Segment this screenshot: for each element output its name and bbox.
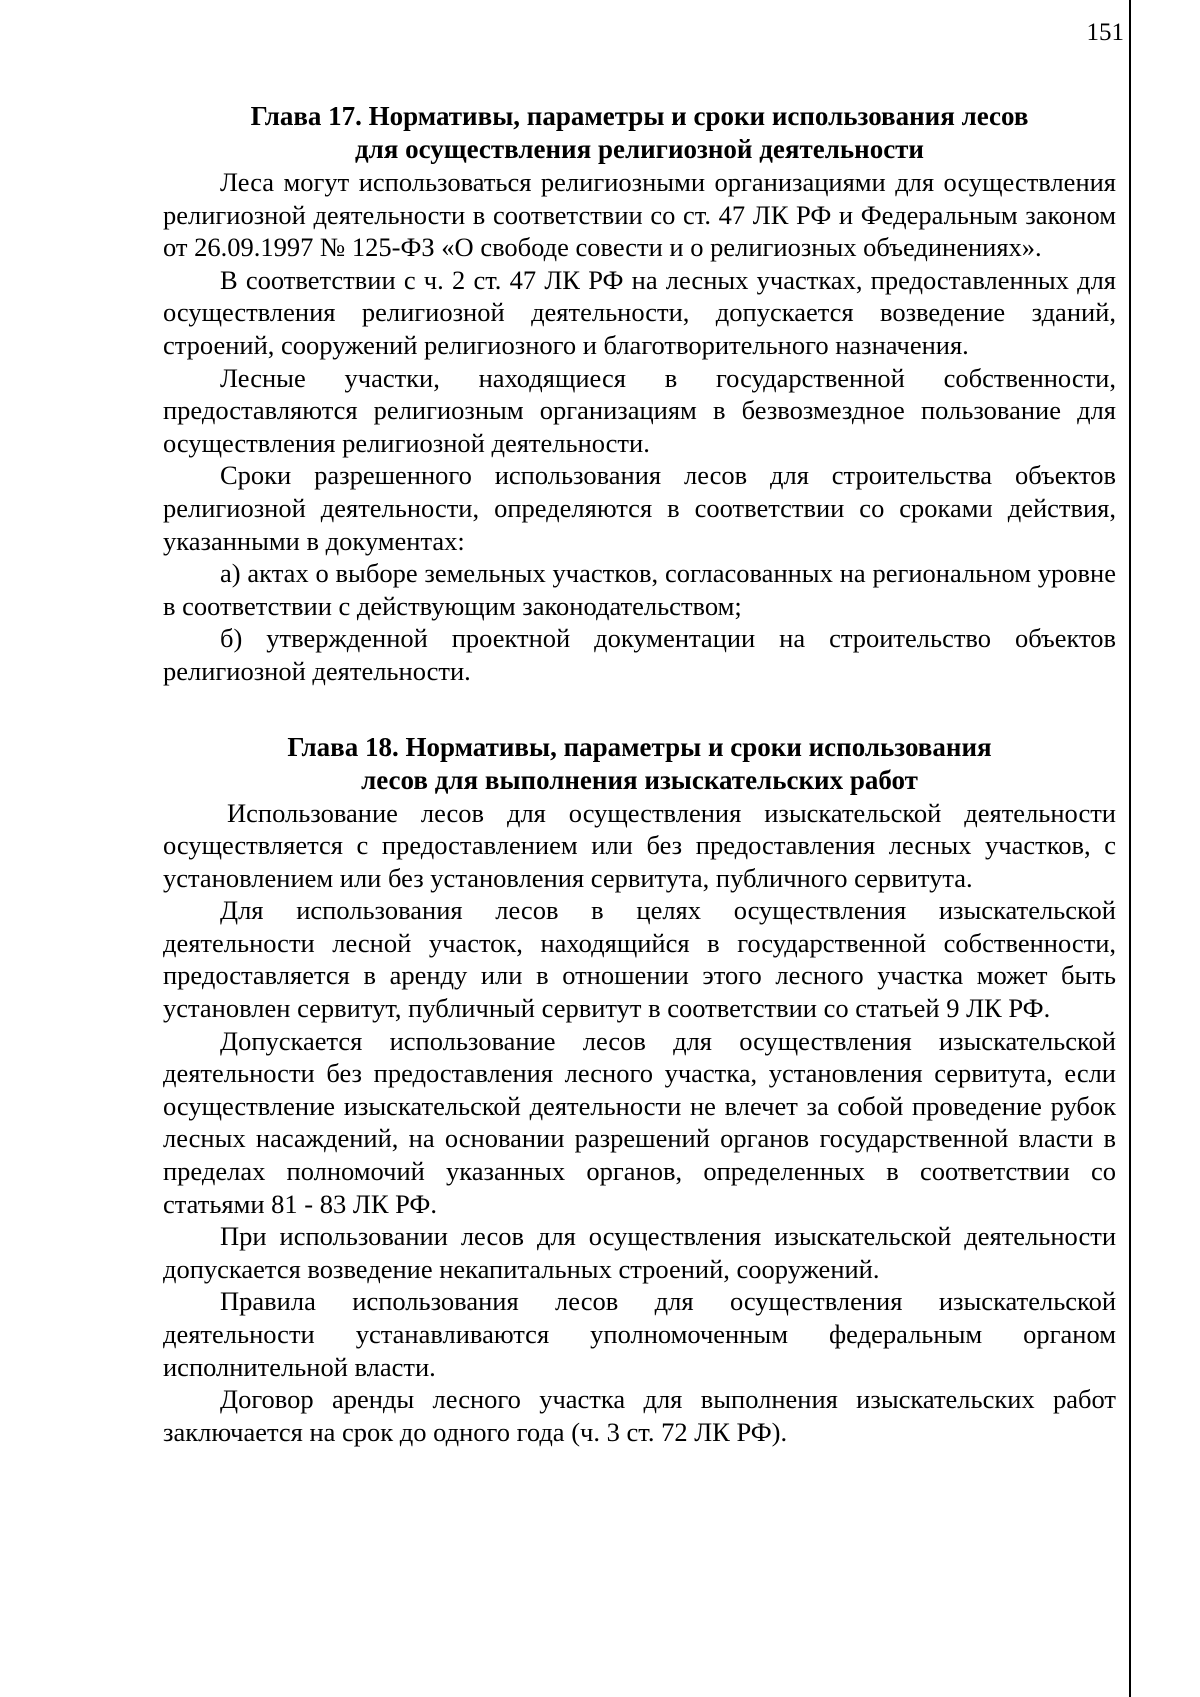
right-margin-rule xyxy=(1129,0,1131,1697)
chapter-18-paragraph: Использование лесов для осуществления изыскательской деятельности осуществляется с предоставлением или без предоставления лесных участков, с установлением или без установления сервитута, публичного сервитута. xyxy=(163,797,1116,893)
chapter-17-list-item-b: б) утвержденной проектной документации на строительство объектов религиозной деятельности. xyxy=(163,623,1116,686)
page-number: 151 xyxy=(1086,19,1124,46)
chapter-18-paragraph: Договор аренды лесного участка для выполнения изыскательских работ заключается на срок до одного года (ч. 3 ст. 72 ЛК РФ). xyxy=(163,1384,1116,1447)
chapter-18-title xyxy=(163,731,1116,797)
chapter-18-title-line-2: лесов для выполнения изыскательских работ xyxy=(361,764,918,795)
chapter-17-title-line-2: для осуществления религиозной деятельности xyxy=(355,134,924,164)
chapter-17-title-line-1: Глава 17. Нормативы, параметры и сроки использования лесов xyxy=(250,101,1029,131)
section-spacer xyxy=(163,688,1116,731)
chapter-17-title xyxy=(163,100,1116,166)
chapter-17-list-item-a: а) актах о выборе земельных участков, согласованных на региональном уровне в соответствии с действующим законодательством; xyxy=(163,558,1116,621)
chapter-17-paragraph: Лесные участки, находящиеся в государственной собственности, предоставляются религиозным организациям в безвозмездное пользование для осуществления религиозной деятельности. xyxy=(163,362,1116,458)
chapter-17-paragraph: Леса могут использоваться религиозными организациями для осуществления религиозной деятельности в соответствии со ст. 47 ЛК РФ и Федеральным законом от 26.09.1997 № 125-ФЗ «О свободе совести и о религиозных объединениях». xyxy=(163,167,1116,263)
chapter-18-paragraph: Правила использования лесов для осуществления изыскательской деятельности устанавливаются уполномоченным федеральным органом исполнительной власти. xyxy=(163,1286,1116,1382)
document-body xyxy=(163,100,1116,1448)
chapter-18-paragraph: Для использования лесов в целях осуществления изыскательской деятельности лесной участок, находящийся в государственной собственности, предоставляется в аренду или в отношении этого лесного участка может быть установлен сервитут, публичный сервитут в соответствии со статьей 9 ЛК РФ. xyxy=(163,895,1116,1024)
chapter-18-title-line-1: Глава 18. Нормативы, параметры и сроки использования xyxy=(287,731,992,762)
chapter-18-paragraph: При использовании лесов для осуществления изыскательской деятельности допускается возведение некапитальных строений, сооружений. xyxy=(163,1221,1116,1284)
chapter-17-paragraph: Сроки разрешенного использования лесов для строительства объектов религиозной деятельности, определяются в соответствии со сроками действия, указанными в документах: xyxy=(163,460,1116,556)
chapter-18-paragraph: Допускается использование лесов для осуществления изыскательской деятельности без предоставления лесного участка, установления сервитута, если осуществление изыскательской деятельности не влечет за собой проведение рубок лесных насаждений, на основании разрешений органов государственной власти в пределах полномочий указанных органов, определенных в соответствии со статьями 81 - 83 ЛК РФ. xyxy=(163,1025,1116,1219)
chapter-17-paragraph: В соответствии с ч. 2 ст. 47 ЛК РФ на лесных участках, предоставленных для осуществления религиозной деятельности, допускается возведение зданий, строений, сооружений религиозного и благотворительного назначения. xyxy=(163,264,1116,360)
